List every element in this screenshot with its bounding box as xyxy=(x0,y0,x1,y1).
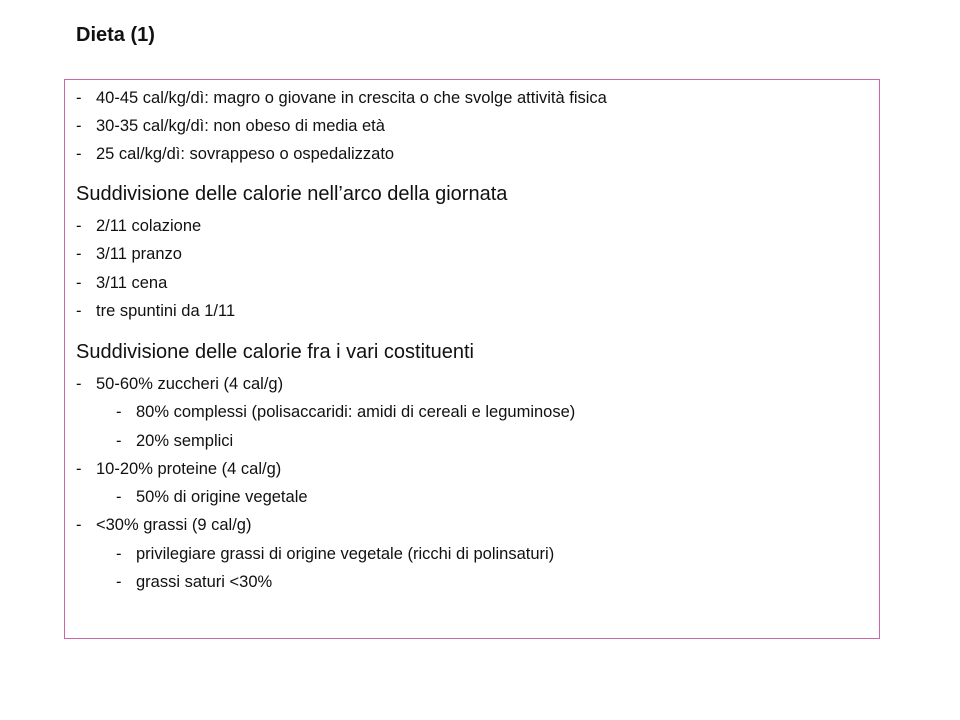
list-item: - 10-20% proteine (4 cal/g) xyxy=(76,460,282,478)
sub-list-item: - 50% di origine vegetale xyxy=(116,488,308,506)
list-item: - 2/11 colazione xyxy=(76,217,202,235)
section-heading: Suddivisione delle calorie nell’arco della giornata xyxy=(76,183,508,205)
sub-list-item: - privilegiare grassi di origine vegetale (ricchi di polinsaturi) xyxy=(116,545,555,563)
section-heading: Suddivisione delle calorie fra i vari costituenti xyxy=(76,341,474,363)
page-title: Dieta (1) xyxy=(76,24,155,46)
sub-list-item: - 80% complessi (polisaccaridi: amidi di cereali e leguminose) xyxy=(116,403,576,421)
sub-list-item: - grassi saturi <30% xyxy=(116,573,273,591)
list-item: - <30% grassi (9 cal/g) xyxy=(76,516,252,534)
sub-list-item: - 20% semplici xyxy=(116,432,234,450)
list-item: - 3/11 cena xyxy=(76,274,168,292)
list-item: - 50-60% zuccheri (4 cal/g) xyxy=(76,375,284,393)
list-item: - 3/11 pranzo xyxy=(76,245,182,263)
list-item: - 25 cal/kg/dì: sovrappeso o ospedalizzato xyxy=(76,145,395,163)
list-item: - tre spuntini da 1/11 xyxy=(76,302,236,320)
list-item: - 40-45 cal/kg/dì: magro o giovane in crescita o che svolge attività fisica xyxy=(76,89,607,107)
list-item: - 30-35 cal/kg/dì: non obeso di media età xyxy=(76,117,385,135)
